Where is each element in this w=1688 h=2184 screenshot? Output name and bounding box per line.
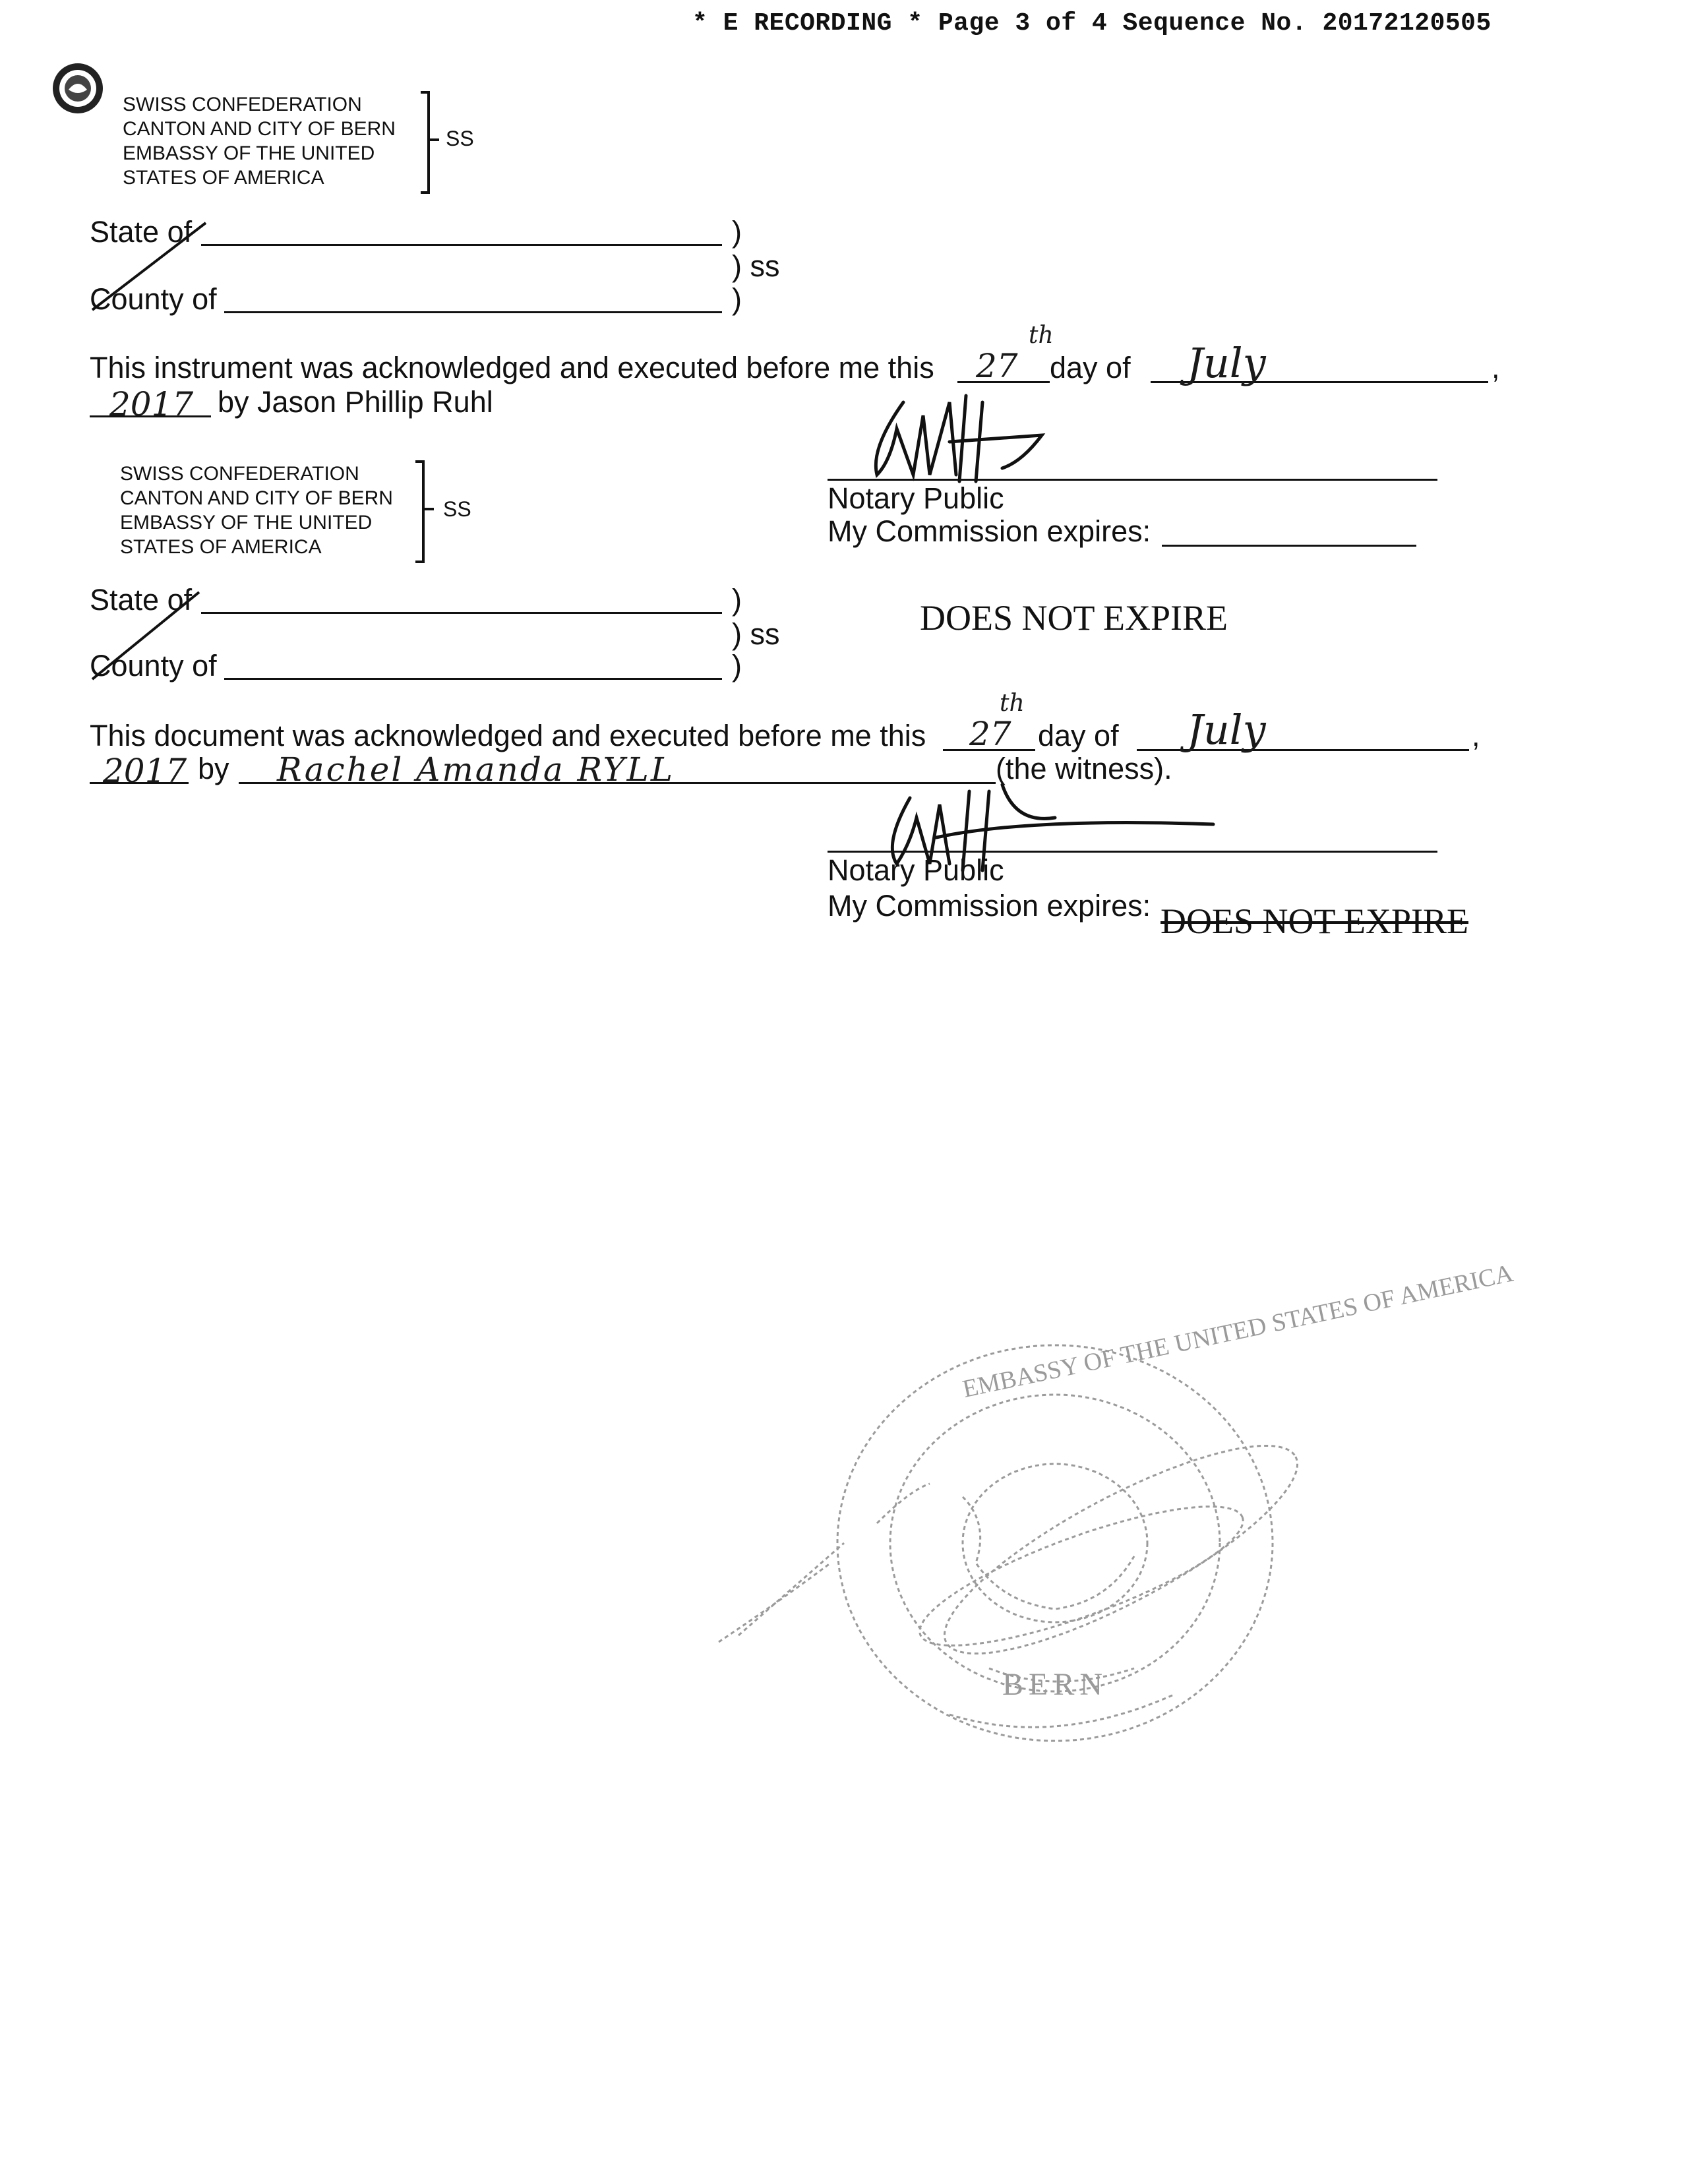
county-label: County of xyxy=(90,649,217,682)
year-value: 2017 xyxy=(109,385,194,423)
strike-slash xyxy=(86,218,211,317)
month-value: July xyxy=(1187,706,1266,754)
comma: , xyxy=(1492,351,1500,384)
ack-text: This instrument was acknowledged and executed before me this xyxy=(90,351,934,384)
venue-bracket xyxy=(421,91,430,194)
emblem-icon xyxy=(50,61,106,116)
venue-line: SWISS CONFEDERATION xyxy=(123,94,362,115)
year-value: 2017 xyxy=(103,752,187,790)
notary-title: Notary Public xyxy=(828,481,1004,515)
state-label: State of xyxy=(90,583,193,617)
venue-bracket-tick xyxy=(430,138,439,141)
day-of-label: day of xyxy=(1050,351,1131,384)
ack-text: This document was acknowledged and executed before me this xyxy=(90,719,926,752)
commission-field xyxy=(1162,545,1416,547)
witness-text: (the witness). xyxy=(996,752,1172,785)
notary-title: Notary Public xyxy=(828,853,1004,887)
commission-stamp: DOES NOT EXPIRE xyxy=(920,598,1228,638)
day-suffix: th xyxy=(1000,690,1025,717)
county-field xyxy=(224,311,722,313)
notary-signature-1 xyxy=(851,389,1114,488)
day-value: 27 xyxy=(976,347,1018,385)
seal-legend: EMBASSY OF THE UNITED STATES OF AMERICA xyxy=(960,1259,1516,1403)
county-field xyxy=(224,678,722,680)
by-text: by Jason Phillip Ruhl xyxy=(218,385,493,419)
by-label: by xyxy=(198,752,229,785)
state-field xyxy=(201,244,722,246)
venue-line: CANTON AND CITY OF BERN xyxy=(123,118,396,140)
state-field xyxy=(201,612,722,614)
commission-label: My Commission expires: xyxy=(828,514,1151,548)
commission-stamp: DOES NOT EXPIRE xyxy=(1160,901,1469,941)
embassy-seal-icon xyxy=(712,1259,1516,1800)
name-value: Rachel Amanda RYLL xyxy=(277,750,675,789)
venue-bracket-tick xyxy=(425,508,434,510)
paren: ) xyxy=(732,215,742,249)
state-label: State of xyxy=(90,215,193,249)
venue-line: SWISS CONFEDERATION xyxy=(120,463,359,485)
venue-line: STATES OF AMERICA xyxy=(123,167,324,189)
month-value: July xyxy=(1187,339,1266,387)
venue-ss: SS xyxy=(446,127,474,150)
venue-line: EMBASSY OF THE UNITED xyxy=(123,142,375,164)
seal-city: BERN xyxy=(1002,1667,1108,1702)
day-value: 27 xyxy=(969,715,1011,753)
day-of-label: day of xyxy=(1038,719,1119,752)
venue-line: CANTON AND CITY OF BERN xyxy=(120,487,393,509)
commission-label: My Commission expires: xyxy=(828,889,1151,923)
ss-label: ) ss xyxy=(732,617,780,651)
county-label: County of xyxy=(90,282,217,316)
strike-slash xyxy=(86,587,204,686)
ss-label: ) ss xyxy=(732,249,780,283)
venue-block-2 xyxy=(120,462,393,559)
paren: ) xyxy=(732,583,742,617)
venue-line: STATES OF AMERICA xyxy=(120,536,322,558)
notary-signature-line xyxy=(828,479,1437,481)
venue-line: EMBASSY OF THE UNITED xyxy=(120,512,373,533)
venue-bracket xyxy=(415,460,425,563)
paren: ) xyxy=(732,649,742,682)
comma: , xyxy=(1472,719,1480,752)
recording-header: * E RECORDING * Page 3 of 4 Sequence No. 20172120505 xyxy=(692,9,1492,38)
venue-ss: SS xyxy=(443,497,471,521)
venue-block-1 xyxy=(123,92,396,190)
notary-signature-line xyxy=(828,851,1437,853)
paren: ) xyxy=(732,282,742,316)
day-suffix: th xyxy=(1029,322,1054,349)
